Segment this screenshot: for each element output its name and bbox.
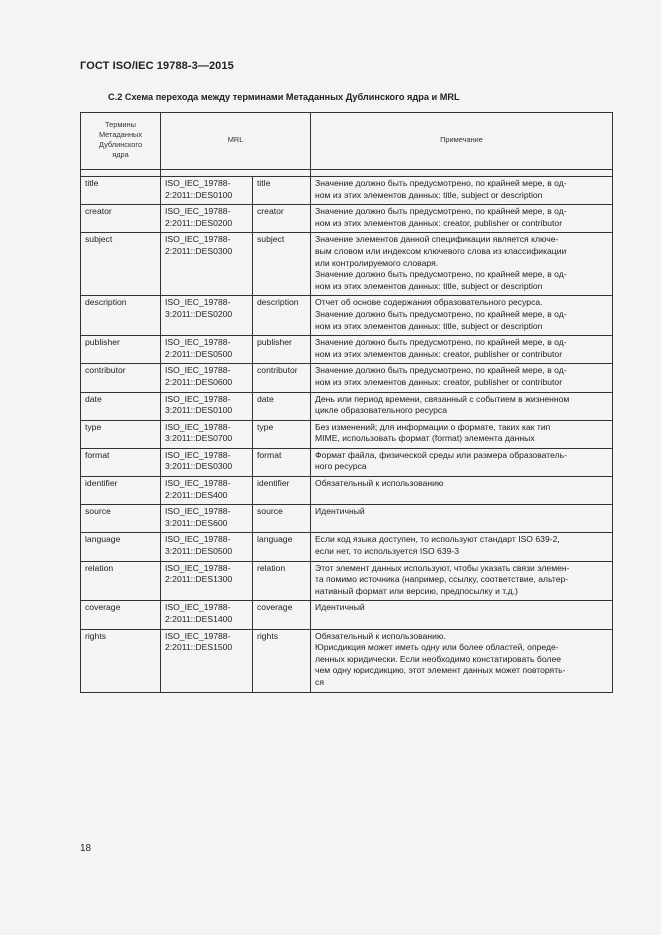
section-title: С.2 Схема перехода между терминами Метаданных Дублинского ядра и MRL bbox=[108, 92, 460, 102]
header-mrl: MRL bbox=[161, 113, 311, 170]
note-cell bbox=[311, 533, 613, 561]
table-row bbox=[81, 477, 613, 505]
mrl-id-cell bbox=[161, 629, 253, 692]
mrl-id-line: ISO_IEC_19788- bbox=[165, 534, 231, 545]
mrl-id-cell bbox=[161, 177, 253, 205]
mrl-name-cell: language bbox=[253, 533, 311, 561]
note-line: чем одну юрисдикцию, этот элемент данных может повторять- bbox=[315, 665, 566, 676]
table-row bbox=[81, 177, 613, 205]
note-line: ном из этих элементов данных: title, subject or description bbox=[315, 280, 543, 291]
mrl-id-line: 2:2011::DES1500 bbox=[165, 642, 233, 653]
dc-term-cell: date bbox=[81, 392, 161, 420]
note-cell bbox=[311, 601, 613, 629]
mrl-id-line: 2:2011::DES0200 bbox=[165, 217, 233, 228]
header-terms-line: Дублинского bbox=[98, 140, 143, 149]
note-cell bbox=[311, 629, 613, 692]
mrl-id-line: 2:2011::DES0100 bbox=[165, 189, 233, 200]
mrl-name-cell: description bbox=[253, 296, 311, 336]
note-line: ном из этих элементов данных: creator, publisher or contributor bbox=[315, 376, 563, 387]
mrl-id-cell bbox=[161, 296, 253, 336]
mrl-id-line: ISO_IEC_19788- bbox=[165, 337, 231, 348]
mrl-id-line: 3:2011::DES0500 bbox=[165, 546, 233, 557]
mrl-id-line: ISO_IEC_19788- bbox=[165, 602, 231, 613]
mrl-id-line: 3:2011::DES0100 bbox=[165, 405, 233, 416]
table-row bbox=[81, 629, 613, 692]
mrl-id-line: 3:2011::DES600 bbox=[165, 517, 228, 528]
mrl-id-cell bbox=[161, 392, 253, 420]
mrl-id-cell bbox=[161, 561, 253, 601]
table-row bbox=[81, 296, 613, 336]
dc-term-cell: source bbox=[81, 505, 161, 533]
note-line: ном из этих элементов данных: creator, publisher or contributor bbox=[315, 217, 563, 228]
table-row bbox=[81, 601, 613, 629]
dc-term-cell: title bbox=[81, 177, 161, 205]
mrl-id-line: 3:2011::DES0700 bbox=[165, 433, 233, 444]
note-cell bbox=[311, 477, 613, 505]
note-cell bbox=[311, 336, 613, 364]
mrl-id-line: ISO_IEC_19788- bbox=[165, 449, 231, 460]
mrl-id-line: 2:2011::DES0600 bbox=[165, 376, 233, 387]
mrl-name-cell: type bbox=[253, 420, 311, 448]
note-cell bbox=[311, 420, 613, 448]
mrl-name-cell: coverage bbox=[253, 601, 311, 629]
dc-term-cell: coverage bbox=[81, 601, 161, 629]
note-line: Значение должно быть предусмотрено, по крайней мере, в од- bbox=[315, 206, 567, 217]
note-line: если нет, то используется ISO 639-3 bbox=[315, 546, 460, 557]
mrl-id-line: 3:2011::DES0300 bbox=[165, 461, 233, 472]
mrl-name-cell: format bbox=[253, 448, 311, 476]
note-line: Юрисдикция может иметь одну или более областей, опреде- bbox=[315, 642, 559, 653]
note-line: цикле образовательного ресурса bbox=[315, 405, 447, 416]
dc-term-cell: language bbox=[81, 533, 161, 561]
table-row bbox=[81, 505, 613, 533]
mrl-id-line: 2:2011::DES0300 bbox=[165, 245, 233, 256]
mrl-name-cell: subject bbox=[253, 233, 311, 296]
note-line: ном из этих элементов данных: creator, publisher or contributor bbox=[315, 348, 563, 359]
mapping-table bbox=[80, 112, 613, 693]
note-line: ся bbox=[315, 676, 324, 687]
mrl-id-line: ISO_IEC_19788- bbox=[165, 365, 231, 376]
mrl-id-cell bbox=[161, 364, 253, 392]
table-row bbox=[81, 205, 613, 233]
mrl-name-cell: creator bbox=[253, 205, 311, 233]
dc-term-cell: creator bbox=[81, 205, 161, 233]
mrl-name-cell: identifier bbox=[253, 477, 311, 505]
note-line: ном из этих элементов данных: title, subject or description bbox=[315, 320, 543, 331]
note-cell bbox=[311, 364, 613, 392]
mrl-id-line: 3:2011::DES0200 bbox=[165, 308, 233, 319]
note-cell bbox=[311, 177, 613, 205]
dc-term-cell: subject bbox=[81, 233, 161, 296]
mrl-id-line: 2:2011::DES400 bbox=[165, 489, 228, 500]
header-terms-line: Термины bbox=[105, 120, 136, 129]
dc-term-cell: contributor bbox=[81, 364, 161, 392]
note-line: MIME, использовать формат (format) элемента данных bbox=[315, 433, 535, 444]
dc-term-cell: rights bbox=[81, 629, 161, 692]
table-row bbox=[81, 533, 613, 561]
page-number: 18 bbox=[80, 843, 92, 854]
mrl-id-line: ISO_IEC_19788- bbox=[165, 421, 231, 432]
mrl-id-line: ISO_IEC_19788- bbox=[165, 562, 231, 573]
dc-term-cell: type bbox=[81, 420, 161, 448]
mrl-id-cell bbox=[161, 448, 253, 476]
mrl-name-cell: contributor bbox=[253, 364, 311, 392]
note-line: ного ресурса bbox=[315, 461, 367, 472]
note-line: Если код языка доступен, то используют стандарт ISO 639-2, bbox=[315, 534, 560, 545]
mrl-id-line: ISO_IEC_19788- bbox=[165, 393, 231, 404]
header-gap bbox=[81, 170, 613, 177]
dc-term-cell: publisher bbox=[81, 336, 161, 364]
table-row bbox=[81, 336, 613, 364]
note-line: Значение элементов данной спецификации является ключе- bbox=[315, 234, 559, 245]
mrl-id-line: ISO_IEC_19788- bbox=[165, 178, 231, 188]
mrl-id-line: 2:2011::DES0500 bbox=[165, 348, 233, 359]
mrl-id-cell bbox=[161, 233, 253, 296]
mrl-id-cell bbox=[161, 505, 253, 533]
mrl-name-cell: date bbox=[253, 392, 311, 420]
mrl-id-line: ISO_IEC_19788- bbox=[165, 234, 231, 245]
dc-term-cell: format bbox=[81, 448, 161, 476]
note-line: ленных юридически. Если необходимо констатировать более bbox=[315, 653, 561, 664]
note-cell bbox=[311, 505, 613, 533]
mrl-name-cell: source bbox=[253, 505, 311, 533]
table-row bbox=[81, 448, 613, 476]
note-line: Без изменений; для информации о формате, таких как тип bbox=[315, 421, 551, 432]
note-line: Значение должно быть предусмотрено, по крайней мере, в од- bbox=[315, 178, 567, 188]
mrl-id-line: ISO_IEC_19788- bbox=[165, 206, 231, 217]
mrl-name-cell: title bbox=[253, 177, 311, 205]
note-line: Значение должно быть предусмотрено, по крайней мере, в од- bbox=[315, 337, 567, 348]
header-terms bbox=[81, 113, 161, 170]
mrl-id-line: ISO_IEC_19788- bbox=[165, 506, 231, 517]
note-cell bbox=[311, 205, 613, 233]
mrl-name-cell: rights bbox=[253, 629, 311, 692]
note-cell bbox=[311, 561, 613, 601]
mrl-name-cell: publisher bbox=[253, 336, 311, 364]
mrl-id-cell bbox=[161, 420, 253, 448]
note-line: День или период времени, связанный с событием в жизненном bbox=[315, 393, 570, 404]
mrl-id-cell bbox=[161, 336, 253, 364]
note-line: Этот элемент данных используют, чтобы указать связи элемен- bbox=[315, 562, 570, 573]
table-row bbox=[81, 420, 613, 448]
note-line: та помимо источника (например, ссылку, соответствие, альтер- bbox=[315, 574, 569, 585]
mrl-id-line: 2:2011::DES1300 bbox=[165, 574, 233, 585]
note-line: Обязательный к использованию bbox=[315, 478, 444, 489]
note-cell bbox=[311, 448, 613, 476]
table-row bbox=[81, 392, 613, 420]
note-cell bbox=[311, 392, 613, 420]
note-cell bbox=[311, 233, 613, 296]
mrl-id-cell bbox=[161, 601, 253, 629]
note-line: или контролируемого словаря. bbox=[315, 257, 439, 268]
note-line: Обязательный к использованию. bbox=[315, 630, 446, 641]
mrl-id-cell bbox=[161, 205, 253, 233]
note-line: нативный формат или версию, предпосылку и т.д.) bbox=[315, 585, 518, 596]
note-cell bbox=[311, 296, 613, 336]
mrl-id-line: ISO_IEC_19788- bbox=[165, 297, 231, 308]
header-note: Примечание bbox=[311, 113, 613, 170]
table-header-row bbox=[81, 113, 613, 170]
dc-term-cell: description bbox=[81, 296, 161, 336]
note-line: Значение должно быть предусмотрено, по крайней мере, в од- bbox=[315, 269, 567, 280]
mrl-id-line: ISO_IEC_19788- bbox=[165, 478, 231, 489]
note-line: Значение должно быть предусмотрено, по крайней мере, в од- bbox=[315, 365, 567, 376]
note-line: Формат файла, физической среды или размера образователь- bbox=[315, 449, 567, 460]
header-terms-line: ядра bbox=[112, 150, 129, 159]
document-header: ГОСТ ISO/IEC 19788-3—2015 bbox=[80, 60, 234, 72]
note-line: Идентичный bbox=[315, 602, 365, 613]
header-terms-line: Метаданных bbox=[98, 130, 143, 139]
mrl-id-line: 2:2011::DES1400 bbox=[165, 614, 233, 624]
table-row bbox=[81, 364, 613, 392]
mrl-id-line: ISO_IEC_19788- bbox=[165, 630, 231, 641]
note-line: Идентичный bbox=[315, 506, 365, 517]
mrl-id-cell bbox=[161, 477, 253, 505]
dc-term-cell: relation bbox=[81, 561, 161, 601]
table-row bbox=[81, 561, 613, 601]
note-line: Отчет об основе содержания образовательного ресурса. bbox=[315, 297, 543, 308]
mrl-id-cell bbox=[161, 533, 253, 561]
note-line: Значение должно быть предусмотрено, по крайней мере, в од- bbox=[315, 308, 567, 319]
table-row bbox=[81, 233, 613, 296]
mrl-name-cell: relation bbox=[253, 561, 311, 601]
note-line: вым словом или индексом ключевого слова из классификации bbox=[315, 245, 567, 256]
dc-term-cell: identifier bbox=[81, 477, 161, 505]
note-line: ном из этих элементов данных: title, subject or description bbox=[315, 189, 543, 200]
